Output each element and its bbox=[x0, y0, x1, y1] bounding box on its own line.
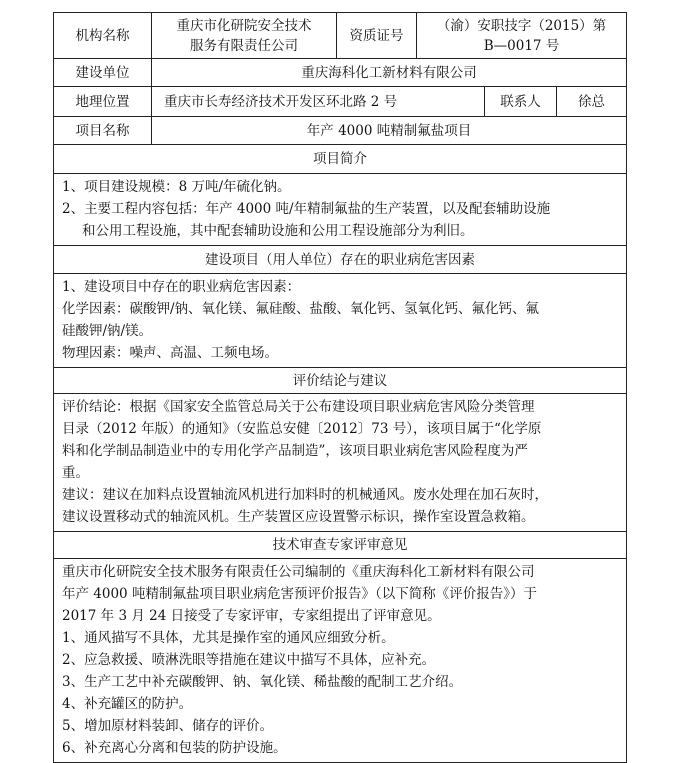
review-header-row bbox=[54, 532, 627, 559]
summary-header-row bbox=[54, 145, 627, 174]
review-body-row bbox=[54, 559, 627, 763]
org-value bbox=[152, 13, 337, 59]
hazards-body-row bbox=[54, 274, 627, 368]
review-header: 技术审查专家评审意见 bbox=[54, 532, 627, 559]
info-table bbox=[53, 12, 627, 763]
cert-value-line2: B—0017 号 bbox=[483, 37, 560, 54]
review-line-9: 6、补充离心分离和包装的防护设施。 bbox=[62, 740, 287, 756]
conclusion-line-6: 建议设置移动式的轴流风机。生产装置区应设置警示标识，操作室设置急救箱。 bbox=[62, 509, 535, 525]
summary-line-2a: 2、主要工程内容包括：年产 4000 吨/年精制氟盐的生产装置，以及配套辅助设施 bbox=[62, 201, 551, 217]
row-builder bbox=[54, 59, 627, 87]
conclusion-line-5: 建议：建议在加料点设置轴流风机进行加料时的机械通风。废水处理在加石灰时， bbox=[62, 487, 548, 503]
conclusion-body-row bbox=[54, 394, 627, 532]
summary-header: 项目简介 bbox=[54, 145, 627, 174]
cert-value-line1: （渝）安职技字（2015）第 bbox=[436, 17, 607, 34]
review-line-7: 4、补充罐区的防护。 bbox=[62, 696, 193, 712]
hazards-body bbox=[54, 274, 627, 368]
review-line-2: 年产 4000 吨精制氟盐项目职业病危害预评价报告》（以下简称《评价报告》）于 bbox=[62, 586, 537, 602]
conclusion-line-2: 目录（2012 年版）的通知》（安监总安健〔2012〕73 号），该项目属于“化学原 bbox=[62, 421, 542, 437]
hazards-header: 建设项目（用人单位）存在的职业病危害因素 bbox=[54, 246, 627, 274]
hazards-line-3: 硅酸钾/钠/镁。 bbox=[62, 323, 153, 339]
project-value: 年产 4000 吨精制氟盐项目 bbox=[152, 117, 627, 145]
contact-value: 徐总 bbox=[557, 87, 627, 117]
conclusion-line-4: 重。 bbox=[62, 465, 89, 481]
document bbox=[53, 12, 626, 763]
org-value-line1: 重庆市化研院安全技术 bbox=[176, 17, 312, 34]
hazards-line-2: 化学因素：碳酸钾/钠、氧化镁、氟硅酸、盐酸、氧化钙、氢氧化钙、氟化钙、氟 bbox=[62, 301, 540, 317]
review-line-8: 5、增加原材料装卸、储存的评价。 bbox=[62, 718, 274, 734]
summary-line-1: 1、项目建设规模：8 万吨/年硫化钠。 bbox=[62, 179, 291, 195]
cert-value bbox=[417, 13, 627, 59]
row-location bbox=[54, 87, 627, 117]
project-label: 项目名称 bbox=[54, 117, 152, 145]
row-organization bbox=[54, 13, 627, 59]
builder-label: 建设单位 bbox=[54, 59, 152, 87]
review-line-1: 重庆市化研院安全技术服务有限责任公司编制的《重庆海科化工新材料有限公司 bbox=[62, 564, 535, 580]
summary-body bbox=[54, 174, 627, 246]
hazards-line-1: 1、建设项目中存在的职业病危害因素： bbox=[62, 279, 301, 295]
conclusion-body bbox=[54, 394, 627, 532]
row-project bbox=[54, 117, 627, 145]
conclusion-header-row bbox=[54, 368, 627, 394]
review-line-6: 3、生产工艺中补充碳酸钾、钠、氧化镁、稀盐酸的配制工艺介绍。 bbox=[62, 674, 463, 690]
cert-label: 资质证号 bbox=[337, 13, 417, 59]
summary-line-2b: 和公用工程设施，其中配套辅助设施和公用工程设施部分为利旧。 bbox=[82, 223, 474, 239]
location-value: 重庆市长寿经济技术开发区环北路 2 号 bbox=[152, 87, 485, 117]
org-value-line2: 服务有限责任公司 bbox=[190, 37, 298, 54]
location-label: 地理位置 bbox=[54, 87, 152, 117]
org-label: 机构名称 bbox=[54, 13, 152, 59]
builder-value: 重庆海科化工新材料有限公司 bbox=[152, 59, 627, 87]
hazards-header-row bbox=[54, 246, 627, 274]
conclusion-header: 评价结论与建议 bbox=[54, 368, 627, 394]
summary-body-row bbox=[54, 174, 627, 246]
review-line-4: 1、通风描写不具体，尤其是操作室的通风应细致分析。 bbox=[62, 630, 395, 646]
review-line-3: 2017 年 3 月 24 日接受了专家评审，专家组提出了评审意见。 bbox=[62, 608, 441, 624]
hazards-line-4: 物理因素：噪声、高温、工频电场。 bbox=[62, 345, 278, 361]
conclusion-line-3: 料和化学制品制造业中的专用化学产品制造”，该项目职业病危害风险程度为严 bbox=[62, 443, 528, 459]
review-body bbox=[54, 559, 627, 763]
contact-label: 联系人 bbox=[485, 87, 557, 117]
conclusion-line-1: 评价结论：根据《国家安全监管总局关于公布建设项目职业病危害风险分类管理 bbox=[62, 399, 535, 415]
review-line-5: 2、应急救援、喷淋洗眼等措施在建议中描写不具体，应补充。 bbox=[62, 652, 436, 668]
